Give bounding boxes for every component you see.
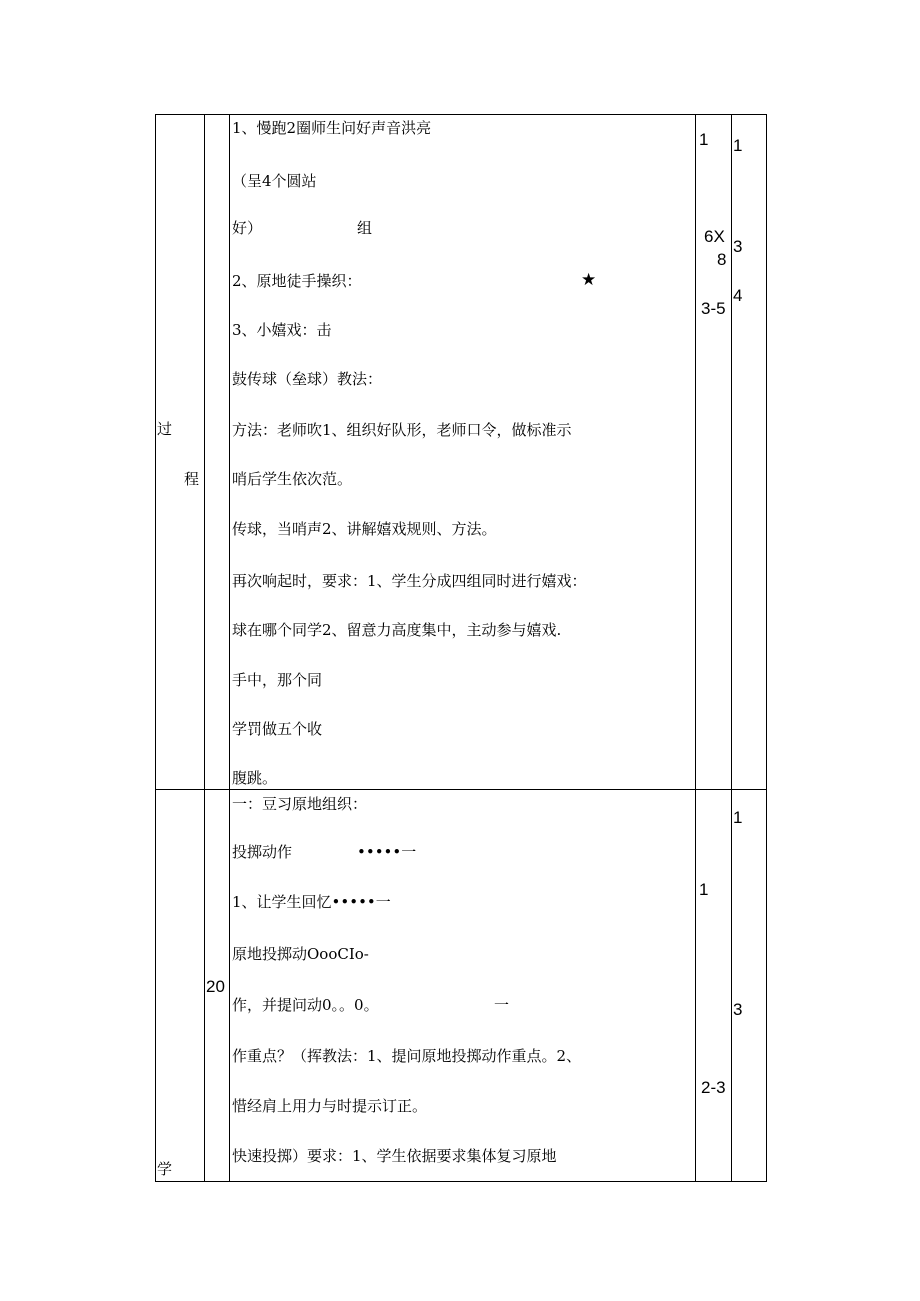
level-value: 1 (733, 808, 743, 827)
content-line: 2、原地徒手操织： (232, 272, 362, 290)
level-value: 3 (733, 1000, 743, 1019)
count-value: 1 (699, 130, 709, 149)
count-value: 2-3 (701, 1078, 726, 1097)
dash-marker: 一 (494, 996, 510, 1014)
table-column-divider (204, 114, 205, 1182)
content-line: 传球，当哨声2、讲解嬉戏规则、方法。 (232, 520, 497, 538)
content-line: 3、小嬉戏：击 (232, 321, 332, 339)
content-line: 腹跳。 (232, 769, 278, 787)
content-line: 学罚做五个收 (232, 720, 323, 738)
content-line: 鼓传球（垒球）教法： (232, 370, 383, 388)
dots-marker: •••••一 (357, 843, 417, 861)
section-label: 学 (157, 1160, 173, 1178)
level-value: 4 (733, 286, 743, 305)
count-value: 8 (717, 250, 727, 269)
section-label-top: 过 (157, 420, 173, 438)
content-line: 哨后学生依次范。 (232, 470, 353, 488)
content-line: 原地投掷动OooCIo- (232, 945, 369, 963)
table-column-divider (229, 114, 230, 1182)
content-line: 快速投掷）要求：1、学生依据要求集体复习原地 (232, 1147, 557, 1165)
content-line: 1、让学生回忆•••••一 (232, 893, 391, 911)
table-column-divider (731, 114, 732, 1182)
time-value: 20 (206, 977, 225, 996)
content-line: 作，并提问动0。。0。 (232, 996, 379, 1014)
count-value: 6X (704, 227, 725, 246)
star-icon: ★ (581, 270, 597, 290)
level-value: 3 (733, 237, 743, 256)
content-line: 球在哪个同学2、留意力高度集中，主动参与嬉戏. (232, 621, 562, 639)
table-column-divider (695, 114, 696, 1182)
count-value: 1 (699, 880, 709, 899)
group-label: 组 (357, 219, 373, 237)
content-line: 方法：老师吹1、组织好队形，老师口令，做标准示 (232, 421, 572, 439)
level-value: 1 (733, 136, 743, 155)
content-line: 一：豆习原地组织： (232, 795, 368, 813)
content-line: 好） (232, 219, 263, 237)
content-line: （呈4个圆站 (232, 172, 317, 190)
content-line: 惜经肩上用力与时提示订正。 (232, 1097, 428, 1115)
content-line: 再次响起时，要求：1、学生分成四组同时进行嬉戏： (232, 572, 587, 590)
content-line: 投掷动作 (232, 843, 293, 861)
content-line: 作重点？（挥教法：1、提问原地投掷动作重点。2、 (232, 1047, 582, 1065)
content-line: 1、慢跑2圈师生问好声音洪亮 (232, 119, 432, 137)
count-value: 3-5 (701, 299, 726, 318)
content-line: 手中，那个同 (232, 671, 323, 689)
section-label-bottom: 程 (184, 470, 200, 488)
table-row-divider (155, 789, 767, 790)
